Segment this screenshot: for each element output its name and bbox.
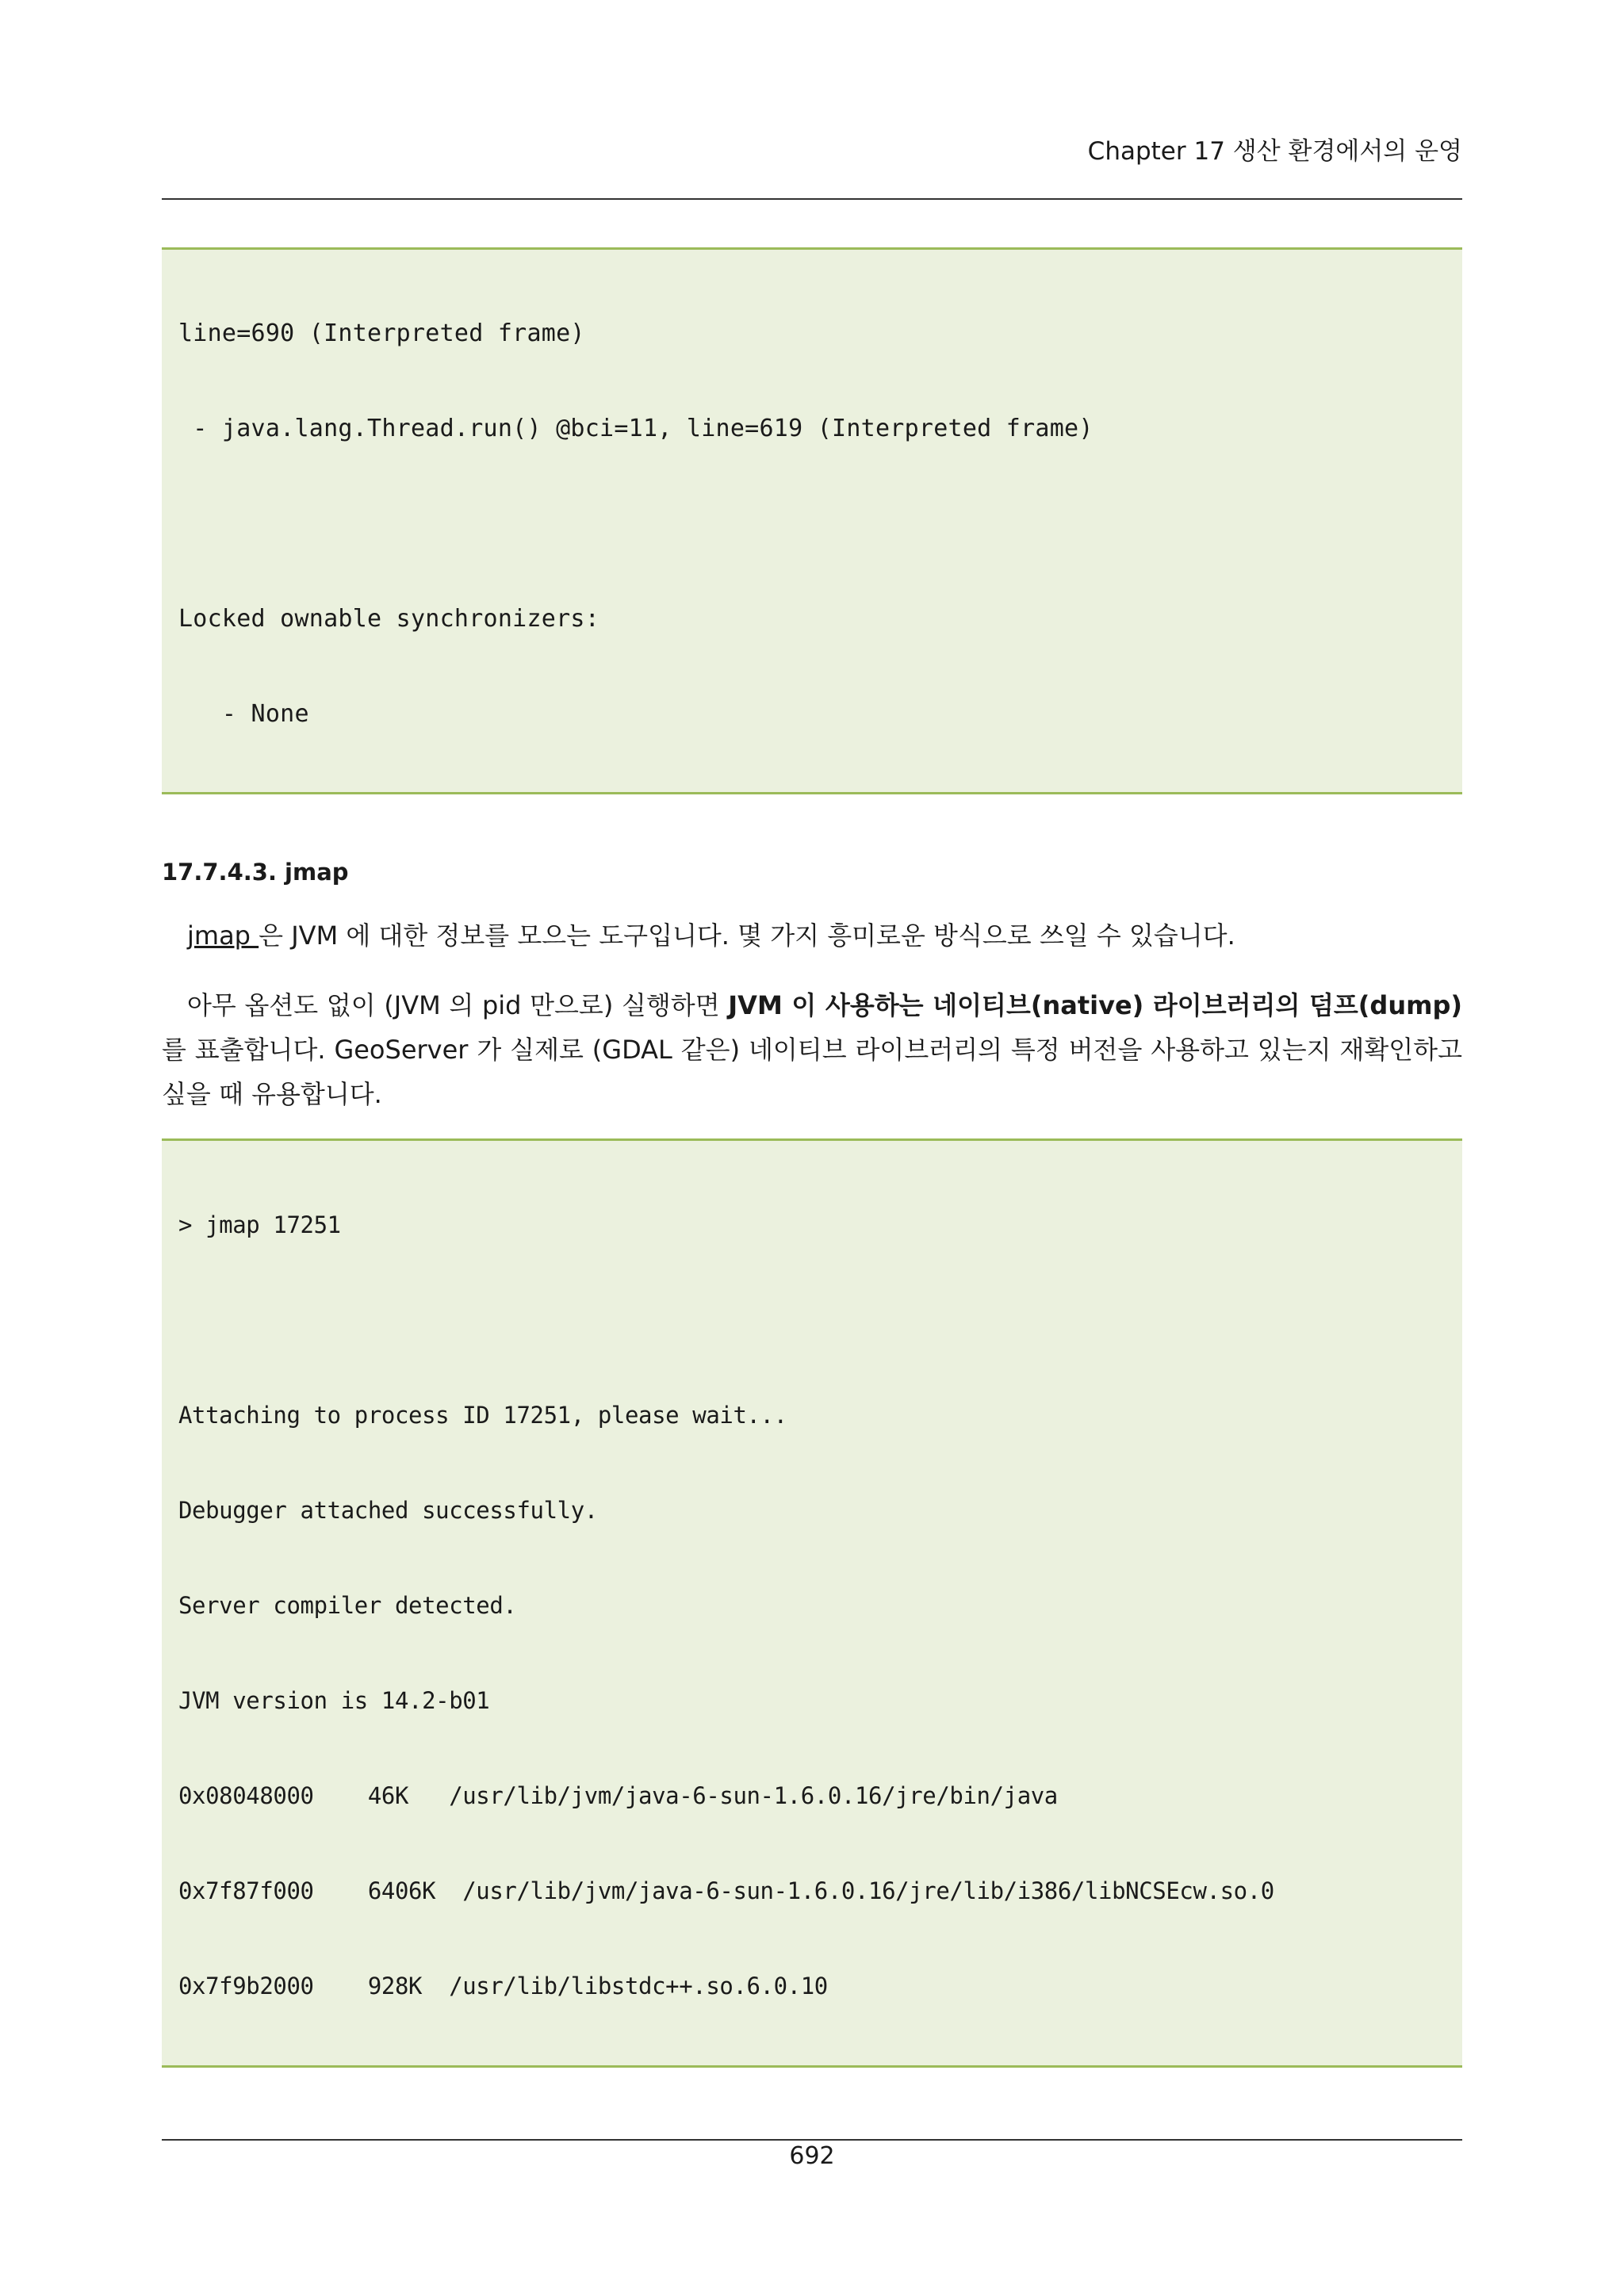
code-block-jmap-output: [162, 1138, 1462, 2068]
code-line: 0x7f9b2000 928K /usr/lib/libstdc++.so.6.0.10: [178, 1973, 828, 1999]
code-line: [178, 2065, 1450, 2068]
section-heading: 17.7.4.3. jmap: [162, 859, 349, 886]
code-line: [178, 1304, 1450, 1336]
code-line: 0x08048000 46K /usr/lib/jvm/java-6-sun-1.6.0.16/jre/bin/java: [178, 1782, 1058, 1809]
code-line: Locked ownable synchronizers:: [178, 605, 600, 633]
code-block-thread-dump: [162, 247, 1462, 794]
code-line: - None: [178, 700, 309, 728]
code-line: > jmap 17251: [178, 1211, 341, 1238]
code-line: Server compiler detected.: [178, 1592, 517, 1619]
code-line: Attaching to process ID 17251, please wait...: [178, 1402, 787, 1429]
code-line: - java.lang.Thread.run() @bci=11, line=619 (Interpreted frame): [178, 415, 1094, 442]
jmap-link[interactable]: jmap: [187, 920, 259, 951]
paragraph-text: 은 JVM 에 대한 정보를 모으는 도구입니다. 몇 가지 흥미로운 방식으로 쓰일 수 있습니다.: [259, 920, 1235, 951]
paragraph-jmap-intro: [162, 913, 1462, 958]
running-header-title: Chapter 17 생산 환경에서의 운영: [1087, 137, 1462, 166]
code-line: JVM version is 14.2-b01: [178, 1687, 490, 1714]
paragraph-text: 를 표출합니다. GeoServer 가 실제로 (GDAL 같은) 네이티브 라이브러리의 특정 버전을 사용하고 있는지 재확인하고 싶을 때 유용합니다.: [162, 1035, 1462, 1109]
header-rule: [162, 198, 1462, 200]
paragraph-bold-text: JVM 이 사용하는 네이티브(native) 라이브러리의 덤프(dump): [728, 990, 1462, 1020]
code-line: line=690 (Interpreted frame): [178, 320, 585, 347]
paragraph-text: 아무 옵션도 없이 (JVM 의 pid 만으로) 실행하면: [187, 990, 729, 1020]
paragraph-jmap-usage: [162, 983, 1462, 1116]
code-line: [178, 508, 1450, 540]
code-line: 0x7f87f000 6406K /usr/lib/jvm/java-6-sun-1.6.0.16/jre/lib/i386/libNCSEcw.so.0: [178, 1877, 1274, 1904]
page-number: 692: [789, 2142, 835, 2170]
code-line: Debugger attached successfully.: [178, 1497, 598, 1524]
